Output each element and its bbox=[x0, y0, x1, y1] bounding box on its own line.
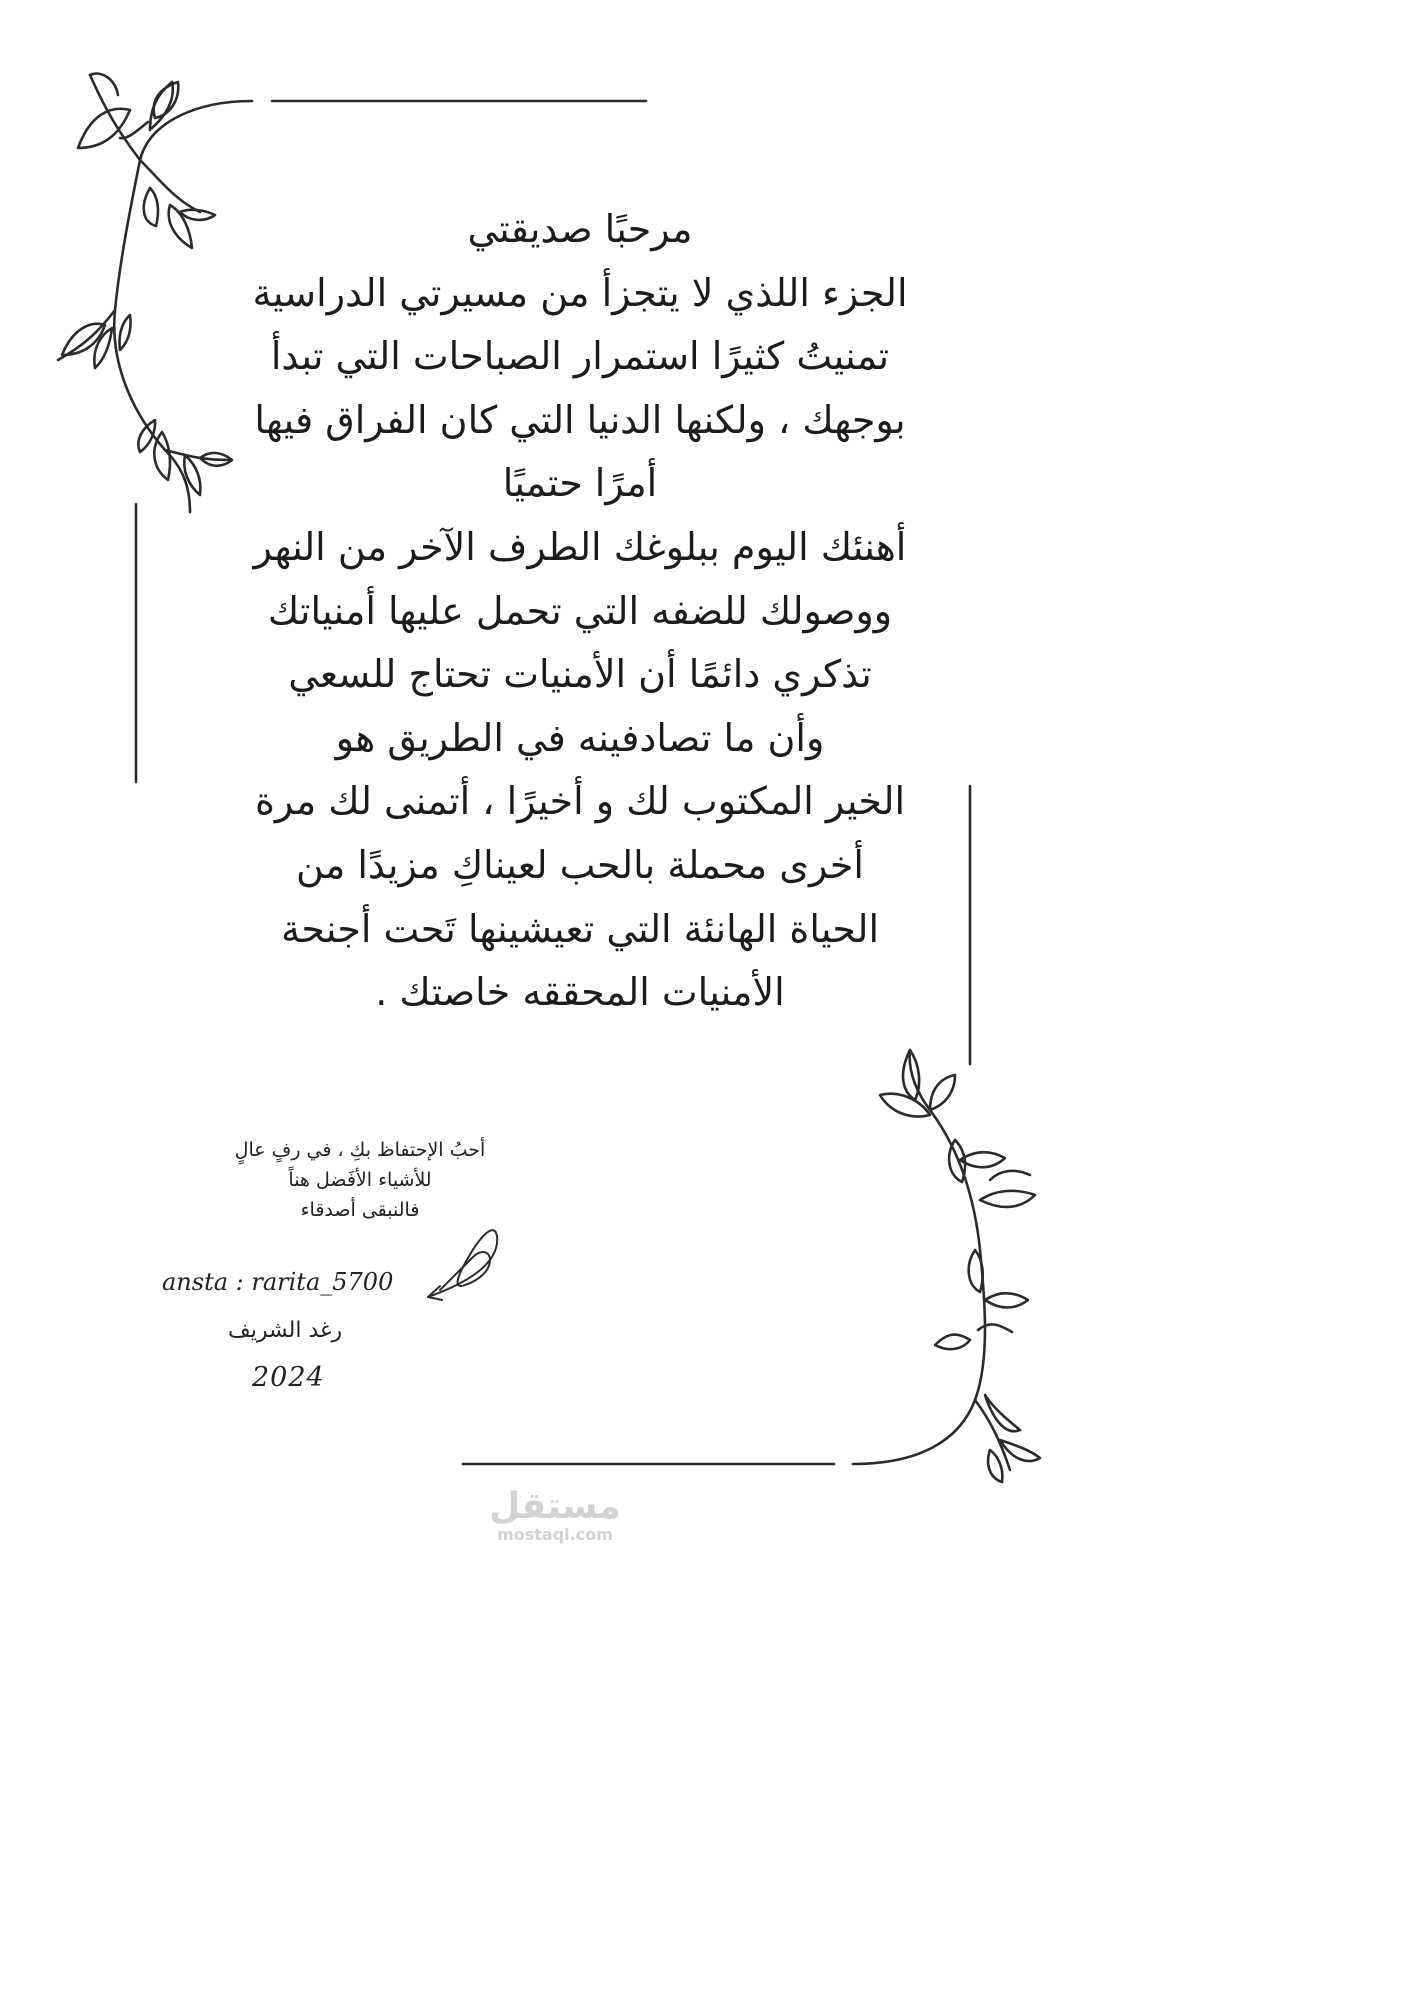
note-line: فالنبقى أصدقاء bbox=[300, 1199, 420, 1221]
watermark-url: mostaql.com bbox=[497, 1525, 613, 1544]
letter-greeting: مرحبًا صديقتي bbox=[467, 207, 693, 251]
letter-line: الجزء اللذي لا يتجزأ من مسيرتي الدراسية bbox=[252, 270, 908, 315]
vine-bottom-right-icon bbox=[853, 1050, 1040, 1482]
letter-line: أمرًا حتميًا bbox=[502, 461, 658, 506]
instagram-handle: ansta : rarita_5700 bbox=[162, 1268, 394, 1296]
letter-line: أهنئك اليوم ببلوغك الطرف الآخر من النهر bbox=[253, 524, 907, 569]
note-line: للأشياء الأفَضل هناً bbox=[288, 1169, 432, 1191]
letter-line: أخرى محملة بالحب لعيناكِ مزيدًا من bbox=[296, 842, 864, 887]
letter-line: الخير المكتوب لك و أخيرًا ، أتمنى لك مرة bbox=[254, 779, 906, 824]
letter-line: ووصولك للضفه التي تحمل عليها أمنياتك bbox=[267, 588, 893, 633]
letter-line: وأن ما تصادفينه في الطريق هو bbox=[335, 715, 825, 760]
author-name: رغد الشريف bbox=[228, 1318, 343, 1343]
letter-line: تمنيتُ كثيرًا استمرار الصباحات التي تبدأ bbox=[270, 334, 890, 379]
signature-flourish-icon bbox=[428, 1230, 497, 1300]
watermark-logo bbox=[480, 1488, 630, 1544]
letter-line: الأمنيات المحققه خاصتك . bbox=[375, 970, 785, 1015]
letter-line: بوجهك ، ولكنها الدنيا التي كان الفراق فيها bbox=[254, 397, 906, 442]
letter-line: تذكري دائمًا أن الأمنيات تحتاج للسعي bbox=[288, 652, 872, 697]
closing-note bbox=[200, 1135, 520, 1225]
watermark-brand: مستقل bbox=[489, 1486, 621, 1527]
letter-body bbox=[200, 198, 960, 1025]
letter-line: الحياة الهانئة التي تعيشينها تَحت أجنحة bbox=[280, 906, 880, 951]
note-line: أحبُ الإحتفاظ بكِ ، في رفٍ عالٍ bbox=[234, 1139, 486, 1161]
letter-year: 2024 bbox=[252, 1362, 325, 1393]
